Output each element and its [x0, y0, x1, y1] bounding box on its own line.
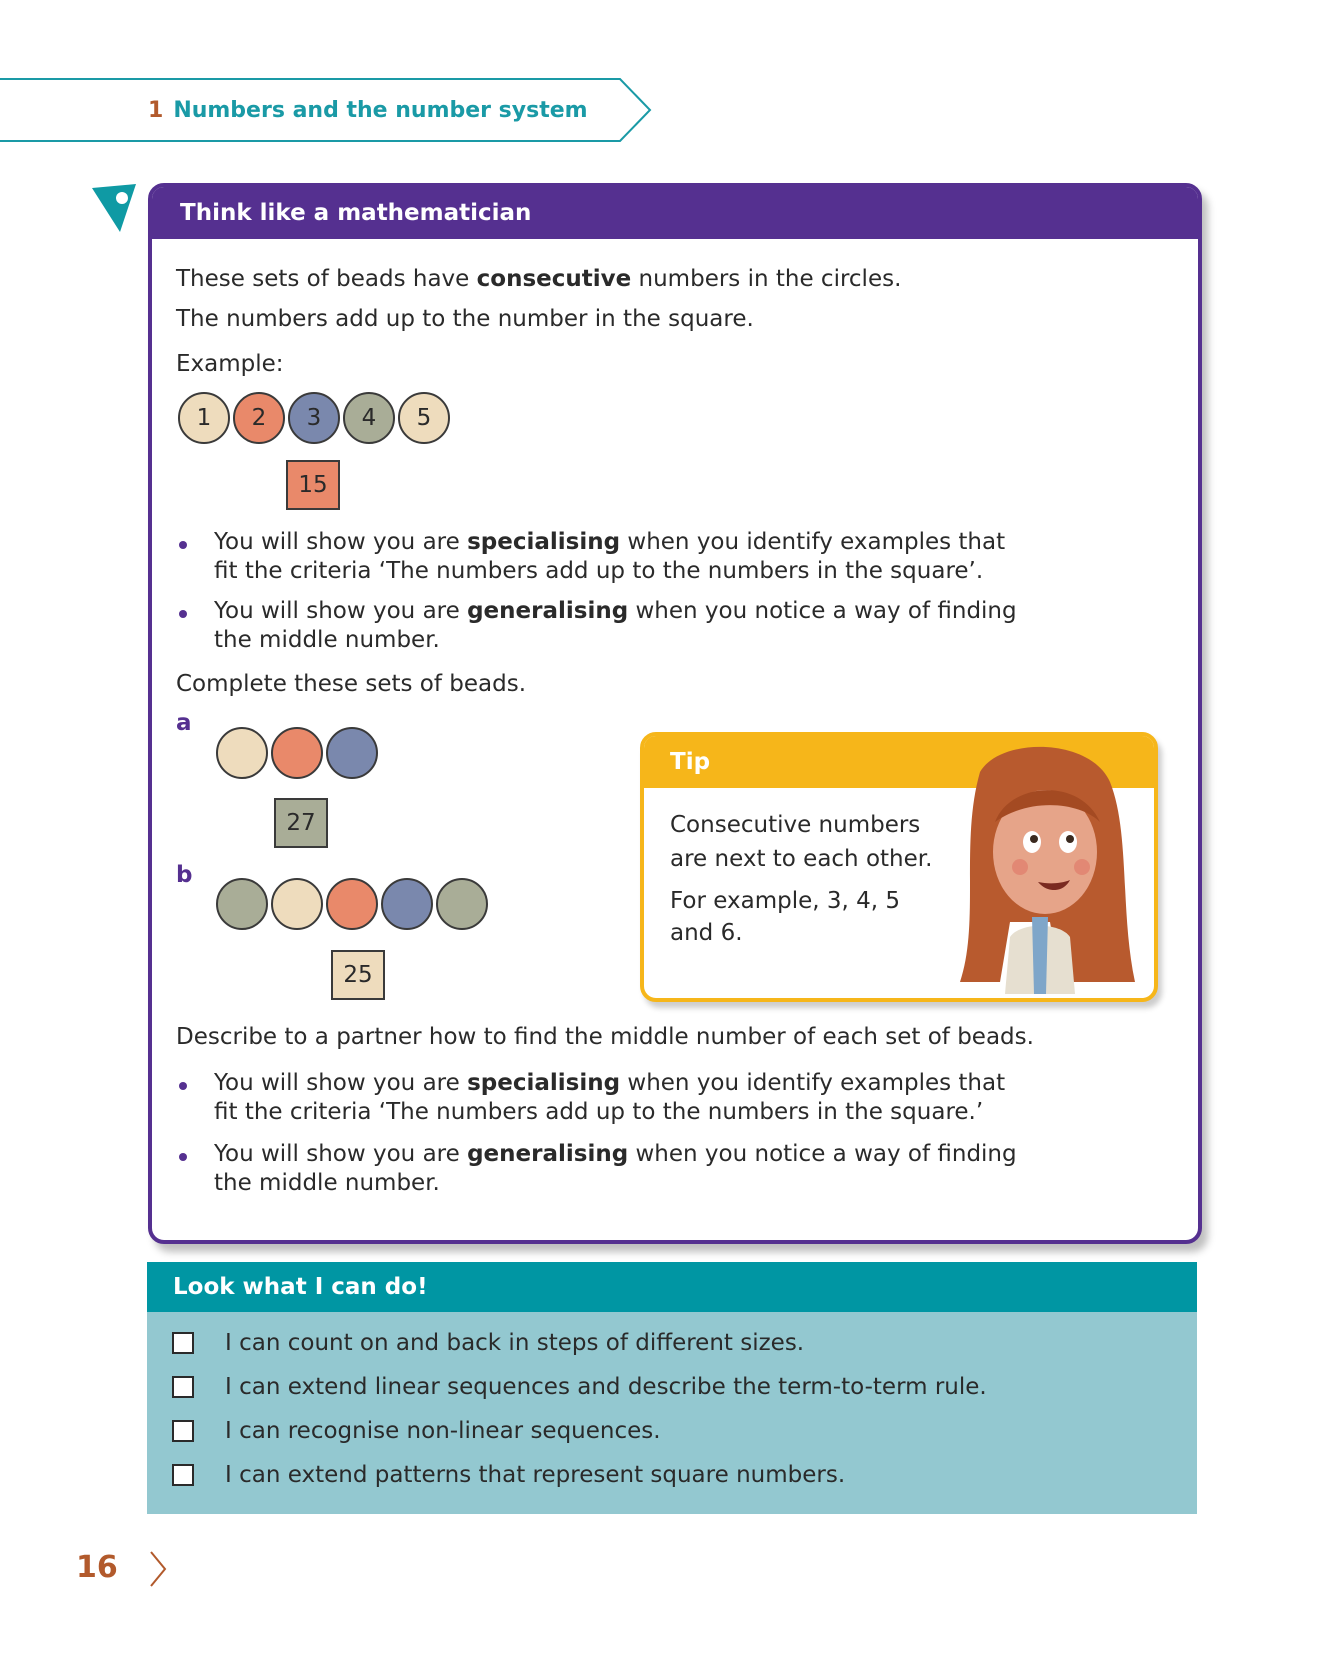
bullet-dot: [179, 541, 187, 549]
bullet-generalising: You will show you are generalising when you notice a way of finding: [214, 598, 1017, 624]
intro-line-2: The numbers add up to the number in the square.: [176, 306, 754, 332]
example-sum-square: 15: [286, 460, 340, 510]
complete-label: Complete these sets of beads.: [176, 671, 527, 697]
chapter-title-text: Numbers and the number system: [173, 98, 588, 123]
checkbox[interactable]: [172, 1464, 194, 1486]
bead: 5: [398, 392, 450, 444]
bullet-specialising: You will show you are specialising when you identify examples that: [214, 529, 1006, 555]
bullet-generalising-line2: the middle number.: [214, 1170, 440, 1196]
checkbox[interactable]: [172, 1420, 194, 1442]
bead: [271, 727, 323, 779]
bead: [436, 878, 488, 930]
can-do-item: I can extend linear sequences and describe the term-to-term rule.: [225, 1374, 987, 1400]
describe-label: Describe to a partner how to find the middle number of each set of beads.: [176, 1024, 1034, 1050]
intro-line-1: These sets of beads have consecutive numbers in the circles.: [176, 266, 902, 292]
bead: 1: [178, 392, 230, 444]
tip-header: Tip: [644, 736, 1154, 788]
bullet-specialising: You will show you are specialising when you identify examples that: [214, 1070, 1006, 1096]
set-b-label: b: [176, 862, 193, 888]
tip-text-line: Consecutive numbers: [670, 812, 921, 838]
chevron-right-icon: [148, 1549, 168, 1589]
bead: 2: [233, 392, 285, 444]
tip-text-line: are next to each other.: [670, 846, 933, 872]
look-header: Look what I can do!: [147, 1262, 1197, 1312]
bullet-dot: [179, 1153, 187, 1161]
tip-text-line: and 6.: [670, 920, 743, 946]
bullet-generalising-line2: the middle number.: [214, 627, 440, 653]
look-what-i-can-do-box: [147, 1262, 1197, 1514]
bullet-generalising: You will show you are generalising when you notice a way of finding: [214, 1141, 1017, 1167]
checkbox[interactable]: [172, 1376, 194, 1398]
checkbox[interactable]: [172, 1332, 194, 1354]
bead: 3: [288, 392, 340, 444]
page-number: 16: [76, 1550, 118, 1585]
chapter-number: 1: [148, 98, 164, 123]
bead: [216, 727, 268, 779]
bead: [326, 727, 378, 779]
bead: [381, 878, 433, 930]
think-header: Think like a mathematician: [152, 187, 1198, 239]
bead: 4: [343, 392, 395, 444]
set-a-label: a: [176, 710, 192, 736]
bullet-specialising-line2: fit the criteria ‘The numbers add up to the numbers in the square.’: [214, 1099, 984, 1125]
bullet-dot: [179, 1082, 187, 1090]
pointer-icon: [90, 182, 138, 234]
bullet-specialising-line2: fit the criteria ‘The numbers add up to the numbers in the square’.: [214, 558, 984, 584]
chapter-title: [148, 98, 588, 123]
set-a-sum-square: 27: [274, 798, 328, 848]
tip-text-line: For example, 3, 4, 5: [670, 888, 901, 914]
example-label: Example:: [176, 351, 284, 377]
bead: [216, 878, 268, 930]
girl-character-illustration: [940, 742, 1140, 994]
think-like-a-mathematician-box: [148, 183, 1202, 1244]
bead: [326, 878, 378, 930]
can-do-item: I can extend patterns that represent square numbers.: [225, 1462, 846, 1488]
bullet-dot: [179, 610, 187, 618]
can-do-item: I can count on and back in steps of different sizes.: [225, 1330, 805, 1356]
can-do-item: I can recognise non-linear sequences.: [225, 1418, 661, 1444]
bead: [271, 878, 323, 930]
set-b-sum-square: 25: [331, 950, 385, 1000]
